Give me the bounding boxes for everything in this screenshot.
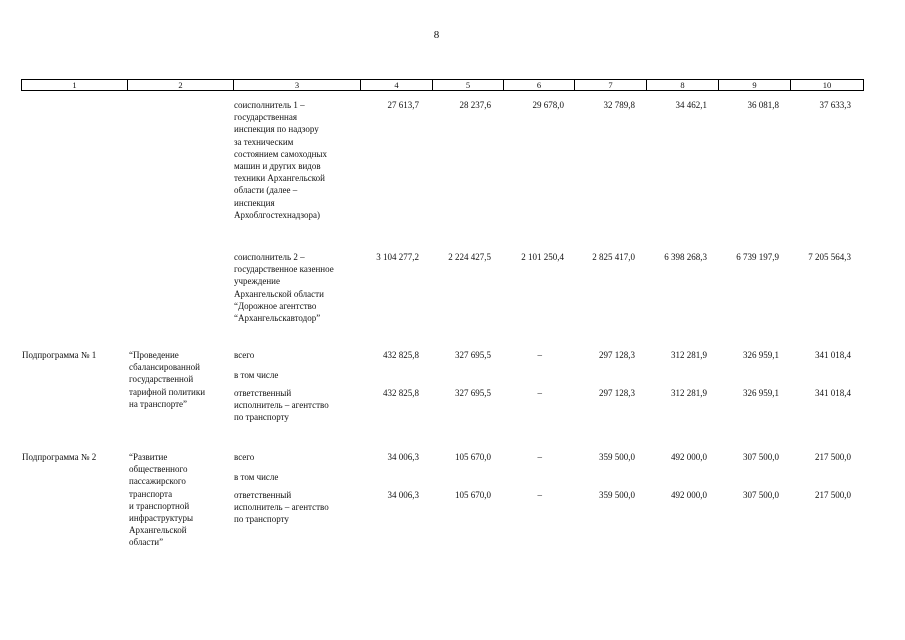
funding-value-col-10: 37 633,3: [819, 100, 851, 110]
executor-line: соисполнитель 2 –: [234, 252, 305, 262]
responsible-value-col-6: –: [537, 490, 542, 500]
funding-value-col-5: 28 237,6: [459, 100, 491, 110]
responsible-executor-line: исполнитель – агентство: [234, 502, 329, 513]
responsible-value-col-8: 492 000,0: [671, 490, 707, 500]
executor-line: государственное казенное: [234, 264, 334, 275]
funding-value-col-6: 2 101 250,4: [521, 252, 564, 262]
funding-value-col-9: 6 739 197,9: [736, 252, 779, 262]
including-label: в том числе: [234, 370, 279, 380]
responsible-executor-line: ответственный: [234, 490, 292, 500]
including-label: в том числе: [234, 472, 279, 482]
header-col-10: 10: [791, 80, 864, 91]
executor-line: государственная: [234, 112, 297, 123]
executor-line: соисполнитель 1 –: [234, 100, 305, 110]
responsible-value-col-9: 326 959,1: [743, 388, 779, 398]
total-value-col-9: 326 959,1: [743, 350, 779, 360]
total-value-col-8: 312 281,9: [671, 350, 707, 360]
header-col-7: 7: [575, 80, 647, 91]
total-value-col-4: 432 825,8: [383, 350, 419, 360]
program-title-line: общественного: [129, 464, 188, 475]
funding-value-col-4: 27 613,7: [387, 100, 419, 110]
responsible-value-col-7: 297 128,3: [599, 388, 635, 398]
total-value-col-7: 297 128,3: [599, 350, 635, 360]
program-title-line: тарифной политики: [129, 386, 206, 397]
program-title-line: области”: [129, 537, 164, 548]
executor-line: состоянием самоходных: [234, 148, 327, 159]
responsible-value-col-4: 432 825,8: [383, 388, 419, 398]
executor-line: за техническим: [234, 136, 294, 147]
executor-line: учреждение: [234, 276, 280, 287]
total-label: всего: [234, 452, 255, 462]
total-value-col-10: 341 018,4: [815, 350, 851, 360]
responsible-executor-line: ответственный: [234, 388, 292, 398]
program-title-line: пассажирского: [129, 476, 186, 487]
total-value-col-7: 359 500,0: [599, 452, 635, 462]
total-value-col-6: –: [537, 350, 542, 360]
funding-value-col-6: 29 678,0: [532, 100, 564, 110]
responsible-executor-line: по транспорту: [234, 412, 289, 423]
program-title-line: “Проведение: [129, 350, 179, 360]
funding-value-col-7: 2 825 417,0: [592, 252, 635, 262]
total-value-col-5: 105 670,0: [455, 452, 491, 462]
executor-line: инспекция: [234, 197, 275, 208]
responsible-value-col-7: 359 500,0: [599, 490, 635, 500]
executor-line: машин и других видов: [234, 161, 321, 171]
funding-value-col-10: 7 205 564,3: [808, 252, 851, 262]
funding-value-col-5: 2 224 427,5: [448, 252, 491, 262]
header-col-5: 5: [433, 80, 504, 91]
program-title-line: и транспортной: [129, 500, 190, 511]
program-title-line: Архангельской: [129, 525, 187, 536]
program-title-line: государственной: [129, 374, 194, 385]
executor-line: Архоблгостехнадзора): [234, 209, 320, 220]
responsible-value-col-10: 341 018,4: [815, 388, 851, 398]
program-label: Подпрограмма № 1: [22, 350, 97, 360]
total-label: всего: [234, 350, 255, 360]
executor-line: Архангельской области: [234, 288, 324, 299]
responsible-value-col-9: 307 500,0: [743, 490, 779, 500]
funding-value-col-7: 32 789,8: [603, 100, 635, 110]
header-row: [22, 80, 864, 91]
total-value-col-10: 217 500,0: [815, 452, 851, 462]
responsible-value-col-10: 217 500,0: [815, 490, 851, 500]
program-label: Подпрограмма № 2: [22, 452, 97, 462]
total-value-col-5: 327 695,5: [455, 350, 491, 360]
program-title-line: инфраструктуры: [129, 513, 193, 523]
responsible-executor-line: по транспорту: [234, 514, 289, 525]
responsible-value-col-8: 312 281,9: [671, 388, 707, 398]
program-title-line: сбалансированной: [129, 362, 200, 373]
total-value-col-9: 307 500,0: [743, 452, 779, 462]
responsible-value-col-4: 34 006,3: [387, 490, 419, 500]
column-number-header: [21, 79, 864, 91]
responsible-value-col-6: –: [537, 388, 542, 398]
program-title-line: “Развитие: [129, 452, 168, 462]
responsible-value-col-5: 105 670,0: [455, 490, 491, 500]
total-value-col-8: 492 000,0: [671, 452, 707, 462]
header-col-8: 8: [647, 80, 719, 91]
executor-line: “Архангельскавтодор”: [234, 313, 321, 323]
funding-value-col-8: 34 462,1: [675, 100, 707, 110]
header-col-4: 4: [361, 80, 433, 91]
funding-value-col-8: 6 398 268,3: [664, 252, 707, 262]
funding-value-col-4: 3 104 277,2: [376, 252, 419, 262]
funding-value-col-9: 36 081,8: [747, 100, 779, 110]
program-title-line: транспорта: [129, 488, 173, 499]
header-col-2: 2: [128, 80, 234, 91]
executor-line: техники Архангельской: [234, 173, 325, 184]
responsible-value-col-5: 327 695,5: [455, 388, 491, 398]
program-title-line: на транспорте”: [129, 398, 188, 409]
total-value-col-4: 34 006,3: [387, 452, 419, 462]
header-col-3: 3: [234, 80, 361, 91]
executor-line: области (далее –: [234, 185, 298, 196]
executor-line: “Дорожное агентство: [234, 300, 317, 311]
total-value-col-6: –: [537, 452, 542, 462]
header-col-9: 9: [719, 80, 791, 91]
responsible-executor-line: исполнитель – агентство: [234, 400, 329, 411]
header-col-6: 6: [504, 80, 575, 91]
executor-line: инспекция по надзору: [234, 124, 319, 135]
page-number: 8: [433, 29, 440, 41]
header-col-1: 1: [22, 80, 128, 91]
